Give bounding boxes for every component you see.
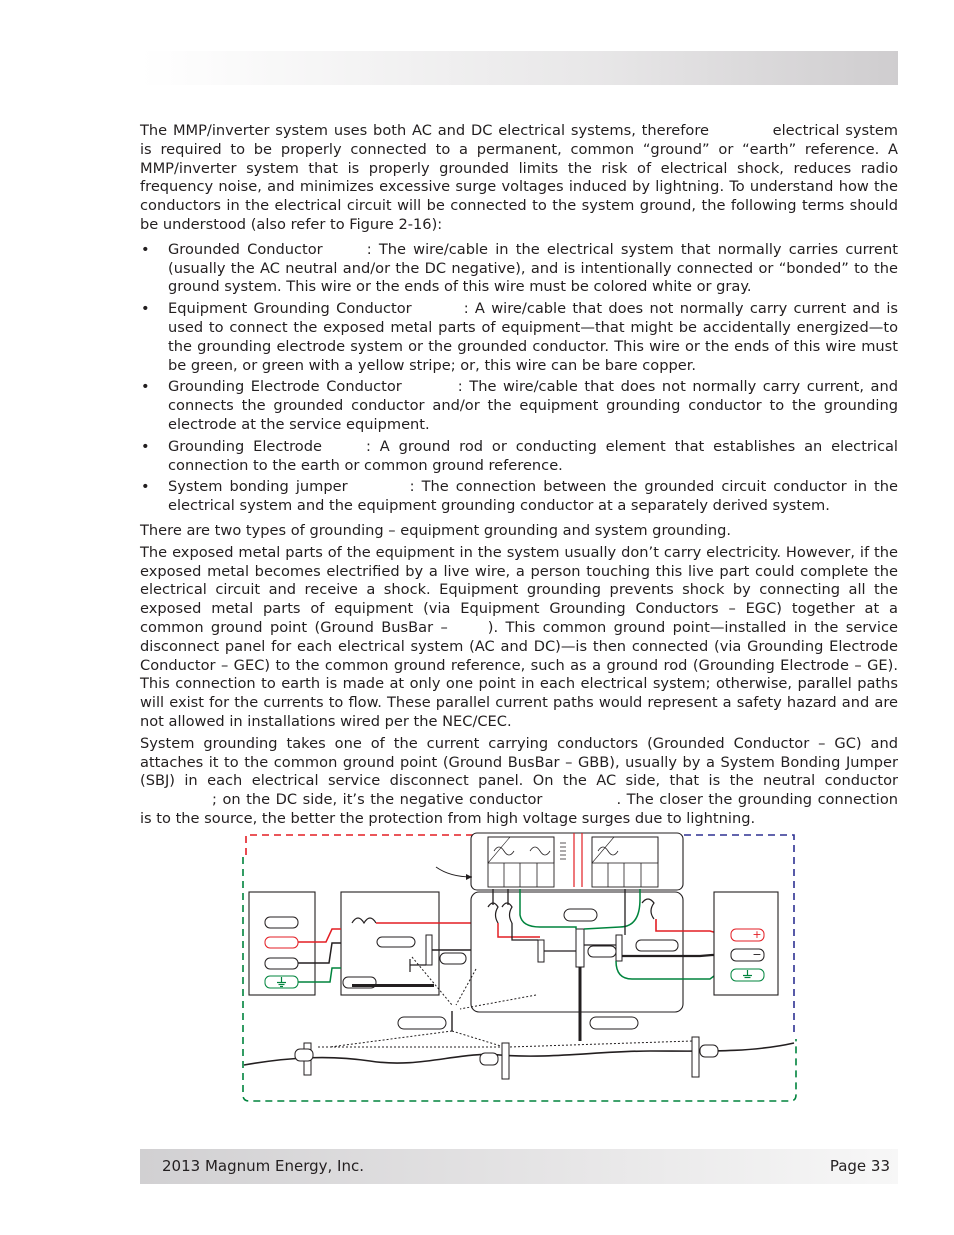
- term-label: Grounded Conductor: [168, 240, 323, 258]
- battery-negative-icon: −: [752, 948, 762, 961]
- grounding-diagram-svg: [240, 829, 800, 1105]
- ac-neutral-terminal: [265, 958, 298, 969]
- term-grounding-electrode: [140, 438, 898, 476]
- bullet-icon: •: [141, 437, 150, 455]
- mmp-ground-busbar: [576, 929, 584, 967]
- ac-system-border: [246, 835, 480, 855]
- two-types-paragraph: There are two types of grounding – equipment grounding and system grounding.: [140, 521, 732, 539]
- system-text-c: . The closer the grounding connection is to the source, the better the protection from high voltage surges due to lightning.: [140, 791, 899, 827]
- gec-branch-dotted: [330, 1031, 504, 1047]
- mmp-gbb-label: [588, 946, 616, 957]
- bullet-icon: •: [141, 378, 150, 396]
- system-grounding-paragraph: [140, 735, 898, 829]
- ac-hot-terminal: [265, 937, 298, 948]
- intro-text-b: electrical system is required to be properly connected to a permanent, common “ground” or “earth” reference. A MMP/inverter system that is properly grounded limits the risk of electrical shock, reduces radio frequency noise, and minimizes excessive surge voltages induced by lightning. To understand how the conductors in the electrical circuit will be connected to the system ground, the following terms should be understood (also refer to Figure 2-16):: [140, 122, 899, 233]
- mmp-dc-neg-label: [636, 940, 678, 951]
- header-band: [140, 51, 898, 85]
- term-grounded-conductor: [140, 241, 898, 297]
- term-definition: : The wire/cable in the electrical system that normally carries current (usually the AC neutral and/or the DC negative), and is intentionally connected or “bonded” to the ground system. This wire or the ends of this wire must be colored white or gray.: [168, 240, 898, 296]
- intro-paragraph: [140, 122, 898, 235]
- term-definition: : The wire/cable that does not normally carry current, and connects the grounded conductor and/or the equipment grounding conductor to the grounding electrode at the service equipment.: [168, 378, 898, 433]
- term-label: Equipment Grounding Conductor: [168, 300, 412, 318]
- ground-rod-2: [502, 1043, 509, 1079]
- term-label: System bonding jumper: [168, 478, 348, 496]
- mmp-dc-neg-busbar: [616, 935, 622, 961]
- term-system-bonding-jumper: [140, 478, 898, 516]
- ac-neutral-bar-label: [377, 937, 415, 947]
- charger-module: [592, 837, 658, 887]
- footer-copyright: 2013 Magnum Energy, Inc.: [162, 1157, 364, 1175]
- grounding-diagram: [240, 829, 800, 1105]
- terms-list: [140, 241, 898, 516]
- equipment-text-a: The exposed metal parts of the equipment in the system usually don’t carry electricity. However, if the exposed metal becomes electrified by a live wire, a person touching this live part could complete the electrical circuit and receive a shock. Equipment grounding prevents shock by connecting all the exposed metal parts of equipment (via Equipment Grounding Conductors – EGC) together at a common ground point (Ground BusBar –: [140, 543, 898, 636]
- footer: [140, 1149, 898, 1184]
- ac-ground-busbar: [352, 984, 434, 987]
- system-text-a: System grounding takes one of the current carrying conductors (Grounded Conductor – GC) and attaches it to the common ground point (Ground BusBar – GBB), usually by a System Bonding Jumper (SBJ) in each electrical service disconnect panel. On the AC side, that is the neutral conductor: [140, 734, 898, 790]
- ground-rod-label-1: [295, 1049, 313, 1061]
- equipment-grounding-paragraph: [140, 544, 898, 732]
- page-content: [140, 122, 898, 832]
- page-number: Page 33: [829, 1157, 890, 1175]
- intro-text-a: The MMP/inverter system uses both AC and DC electrical systems, therefore: [140, 122, 709, 139]
- term-definition: : A ground rod or conducting element that establishes an electrical connection to the earth or common ground reference.: [168, 437, 898, 474]
- system-text-b: ; on the DC side, it’s the negative conductor: [212, 791, 543, 809]
- ground-rod-label-3: [700, 1045, 718, 1057]
- term-label: Grounding Electrode: [168, 437, 322, 455]
- term-definition: : A wire/cable that does not normally carry current and is used to connect the exposed metal parts of equipment—that might be accidentally energized—to the grounding electrode system or the grounded conductor. This wire or the ends of this wire must be green, or green with a yellow stripe; or, this wire can be bare copper.: [168, 300, 898, 374]
- ground-rod-3: [692, 1037, 699, 1077]
- mmp-ac-label: [440, 953, 466, 964]
- gec-label-right: [590, 1017, 638, 1029]
- term-equipment-grounding-conductor: [140, 300, 898, 375]
- mmp-ac-neutral-busbar: [538, 940, 544, 962]
- bullet-icon: •: [141, 300, 150, 318]
- mmp-label-top: [564, 909, 597, 921]
- term-grounding-electrode-conductor: [140, 378, 898, 434]
- inverter-module: [488, 837, 554, 887]
- ac-source-label: [265, 917, 298, 928]
- bullet-icon: •: [141, 240, 150, 258]
- battery-positive-icon: +: [752, 928, 762, 941]
- ground-rod-label-2: [480, 1053, 498, 1065]
- ac-neutral-busbar: [426, 935, 432, 965]
- term-definition: : The connection between the grounded circuit conductor in the electrical system and the equipment grounding conductor at a separately derived system.: [168, 478, 899, 515]
- equipment-text-b: ). This common ground point—installed in the service disconnect panel for each electrical system (AC and DC)—is then connected (via Grounding Electrode Conductor – GEC) to the common ground reference, such as a ground rod (Grounding Electrode – GE). This connection to earth is made at only one point in each electrical system; otherwise, parallel paths will exist for the currents to flow. These parallel current paths would represent a safety hazard and are not allowed in installations wired per the NEC/CEC.: [140, 618, 898, 730]
- bullet-icon: •: [141, 478, 150, 496]
- gec-label-left: [398, 1017, 446, 1029]
- term-label: Grounding Electrode Conductor: [168, 378, 402, 396]
